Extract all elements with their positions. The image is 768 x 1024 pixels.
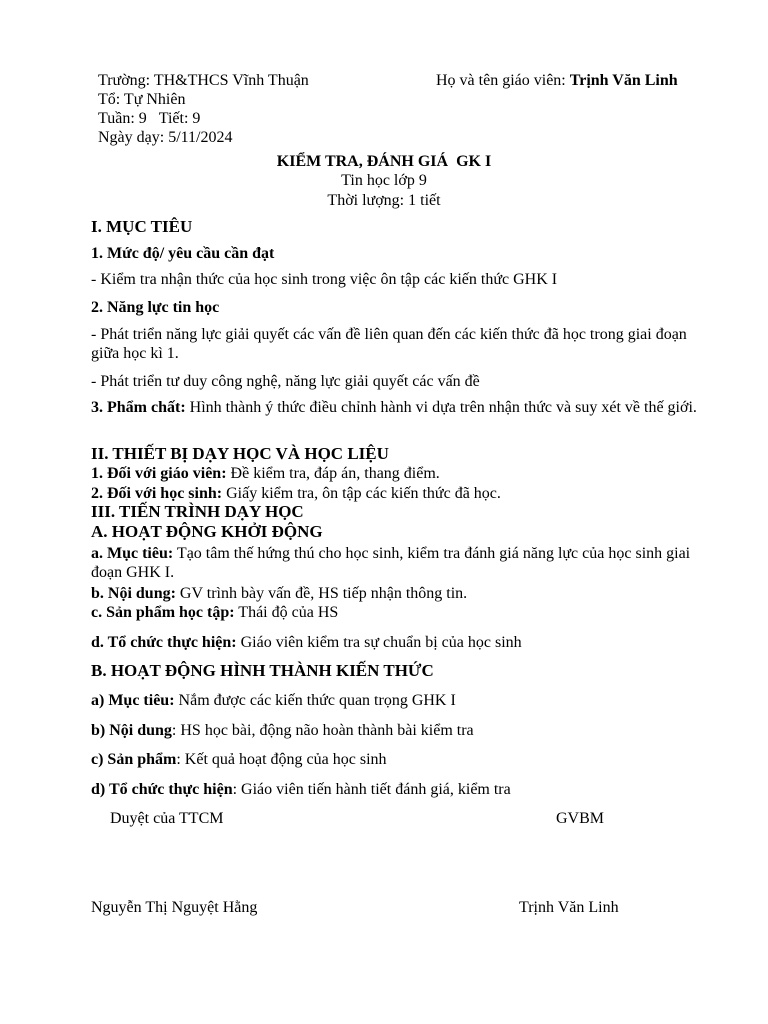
signature-name-left: Nguyễn Thị Nguyệt Hằng (91, 899, 258, 916)
week-period (98, 109, 200, 128)
teacher-info (436, 71, 678, 90)
objective-paragraph: a. Mục tiêu: Tạo tâm thế hứng thú cho học sinh, kiểm tra đánh giá năng lực của học sinh giai đoạn GHK I. (91, 545, 691, 581)
subject-line: Tin học lớp 9 (341, 172, 427, 189)
subsection-heading: 2. Năng lực tin học (91, 299, 220, 316)
section-heading: II. THIẾT BỊ DẠY HỌC VÀ HỌC LIỆU (91, 444, 389, 463)
product-paragraph: c. Sản phẩm học tập: Thái độ của HS (91, 604, 339, 621)
implementation-paragraph: d) Tổ chức thực hiện: Giáo viên tiến hành tiết đánh giá, kiểm tra (91, 781, 511, 798)
paragraph: - Phát triển năng lực giải quyết các vấn đề liên quan đến các kiến thức đã học trong giai đoạn giữa học kì 1. (91, 326, 687, 362)
quality-text: Hình thành ý thức điều chỉnh hành vi dựa trên nhận thức và suy xét về thế giới. (185, 399, 697, 416)
implementation-paragraph: d. Tổ chức thực hiện: Giáo viên kiểm tra sự chuẩn bị của học sinh (91, 634, 522, 651)
product-paragraph: c) Sản phẩm: Kết quả hoạt động của học sinh (91, 751, 387, 768)
signature-title-right: GVBM (556, 810, 605, 827)
paragraph: - Phát triển tư duy công nghệ, năng lực giải quyết các vấn đề (91, 373, 480, 390)
signature-name-right: Trịnh Văn Linh (519, 899, 619, 916)
objective-paragraph: a) Mục tiêu: Nắm được các kiến thức quan trọng GHK I (91, 692, 456, 709)
school-name: Trường: TH&THCS Vĩnh Thuận (98, 72, 309, 89)
quality-label: 3. Phẩm chất: (91, 399, 186, 416)
signature-title-left: Duyệt của TTCM (110, 810, 224, 827)
part-heading: A. HOẠT ĐỘNG KHỞI ĐỘNG (91, 522, 323, 541)
teacher-label: Họ và tên giáo viên: (436, 72, 570, 89)
section-heading: III. TIẾN TRÌNH DẠY HỌC (91, 502, 304, 521)
part-heading: B. HOẠT ĐỘNG HÌNH THÀNH KIẾN THỨC (91, 661, 434, 680)
section-heading: I. MỤC TIÊU (91, 217, 193, 236)
teacher-materials: 1. Đối với giáo viên: Đề kiểm tra, đáp án, thang điểm. (91, 465, 440, 482)
content-paragraph: b. Nội dung: GV trình bày vấn đề, HS tiếp nhận thông tin. (91, 585, 468, 602)
teacher-name: Trịnh Văn Linh (569, 72, 678, 89)
student-materials: 2. Đối với học sinh: Giấy kiểm tra, ôn tập các kiến thức đã học. (91, 485, 501, 502)
duration-line: Thời lượng: 1 tiết (327, 192, 441, 209)
period: Tiết: 9 (158, 110, 201, 127)
teaching-date: Ngày dạy: 5/11/2024 (98, 129, 233, 146)
group-name: Tổ: Tự Nhiên (98, 91, 186, 108)
week: Tuần: 9 (98, 110, 147, 127)
document-title: KIỂM TRA, ĐÁNH GIÁ GK I (276, 153, 492, 170)
paragraph: - Kiểm tra nhận thức của học sinh trong việc ôn tập các kiến thức GHK I (91, 271, 558, 288)
quality-paragraph (91, 398, 716, 417)
content-paragraph: b) Nội dung: HS học bài, động não hoàn thành bài kiểm tra (91, 722, 474, 739)
subsection-heading: 1. Mức độ/ yêu cầu cần đạt (91, 245, 275, 262)
